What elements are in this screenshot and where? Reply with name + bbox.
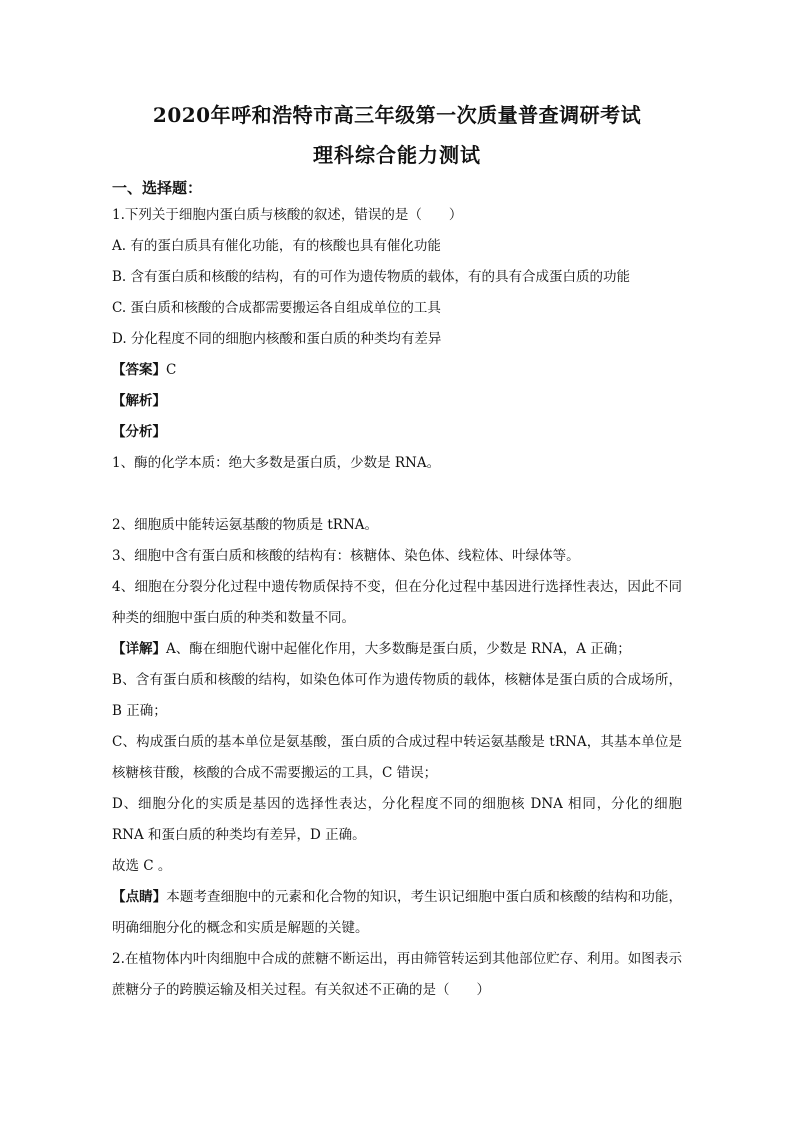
question-2-stem: 2.在植物体内叶肉细胞中合成的蔗糖不断运出，再由筛管转运到其他部位贮存、利用。如图表示蔗糖分子的跨膜运输及相关过程。有关叙述不正确的是（ ）	[112, 951, 682, 998]
comment-text: 本题考查细胞中的元素和化合物的知识，考生识记细胞中蛋白质和核酸的结构和功能，明确细胞分化的概念和实质是解题的关键。	[112, 889, 683, 936]
page-title: 2020年呼和浩特市高三年级第一次质量普查调研考试	[152, 103, 642, 127]
conclusion: 故选 C 。	[112, 858, 172, 874]
point-2: 2、细胞质中能转运氨基酸的物质是 tRNA。	[112, 517, 379, 533]
answer-value: C	[166, 362, 177, 378]
detail-label: 【详解】	[112, 641, 166, 657]
question-1-stem: 1.下列关于细胞内蛋白质与核酸的叙述，错误的是（ ）	[112, 207, 463, 223]
point-3: 3、细胞中含有蛋白质和核酸的结构有：核糖体、染色体、线粒体、叶绿体等。	[112, 548, 580, 564]
fenxi-label: 【分析】	[112, 424, 166, 440]
answer-line	[112, 355, 682, 386]
analysis-label: 【解析】	[112, 393, 166, 409]
blank-line	[112, 479, 682, 510]
detail-c: C、构成蛋白质的基本单位是氨基酸，蛋白质的合成过程中转运氨基酸是 tRNA，其基本单位是核糖核苷酸，核酸的合成不需要搬运的工具，C 错误；	[112, 734, 682, 781]
answer-label: 【答案】	[112, 362, 166, 378]
question-1-option-c: C. 蛋白质和核酸的合成都需要搬运各自组成单位的工具	[112, 300, 441, 316]
comment-label: 【点睛】	[112, 889, 167, 905]
detail-b: B、含有蛋白质和核酸的结构，如染色体可作为遗传物质的载体，核糖体是蛋白质的合成场所，B 正确；	[112, 672, 682, 719]
detail-a	[112, 634, 682, 665]
question-1-option-b: B. 含有蛋白质和核酸的结构，有的可作为遗传物质的载体，有的具有合成蛋白质的功能	[112, 269, 631, 285]
question-1-option-a: A. 有的蛋白质具有催化功能，有的核酸也具有催化功能	[112, 238, 441, 254]
question-1-option-d: D. 分化程度不同的细胞内核酸和蛋白质的种类均有差异	[112, 331, 442, 347]
detail-d: D、细胞分化的实质是基因的选择性表达，分化程度不同的细胞核 DNA 相同，分化的细胞 RNA 和蛋白质的种类均有差异，D 正确。	[112, 796, 682, 843]
point-4: 4、细胞在分裂分化过程中遗传物质保持不变，但在分化过程中基因进行选择性表达，因此不同种类的细胞中蛋白质的种类和数量不同。	[112, 579, 682, 626]
section-heading: 一、选择题：	[112, 179, 203, 197]
detail-a-text: A、酶在细胞代谢中起催化作用，大多数酶是蛋白质，少数是 RNA，A 正确；	[166, 641, 631, 657]
comment	[112, 882, 682, 944]
page-subtitle: 理科综合能力测试	[313, 143, 481, 167]
point-1: 1、酶的化学本质：绝大多数是蛋白质，少数是 RNA。	[112, 455, 441, 471]
